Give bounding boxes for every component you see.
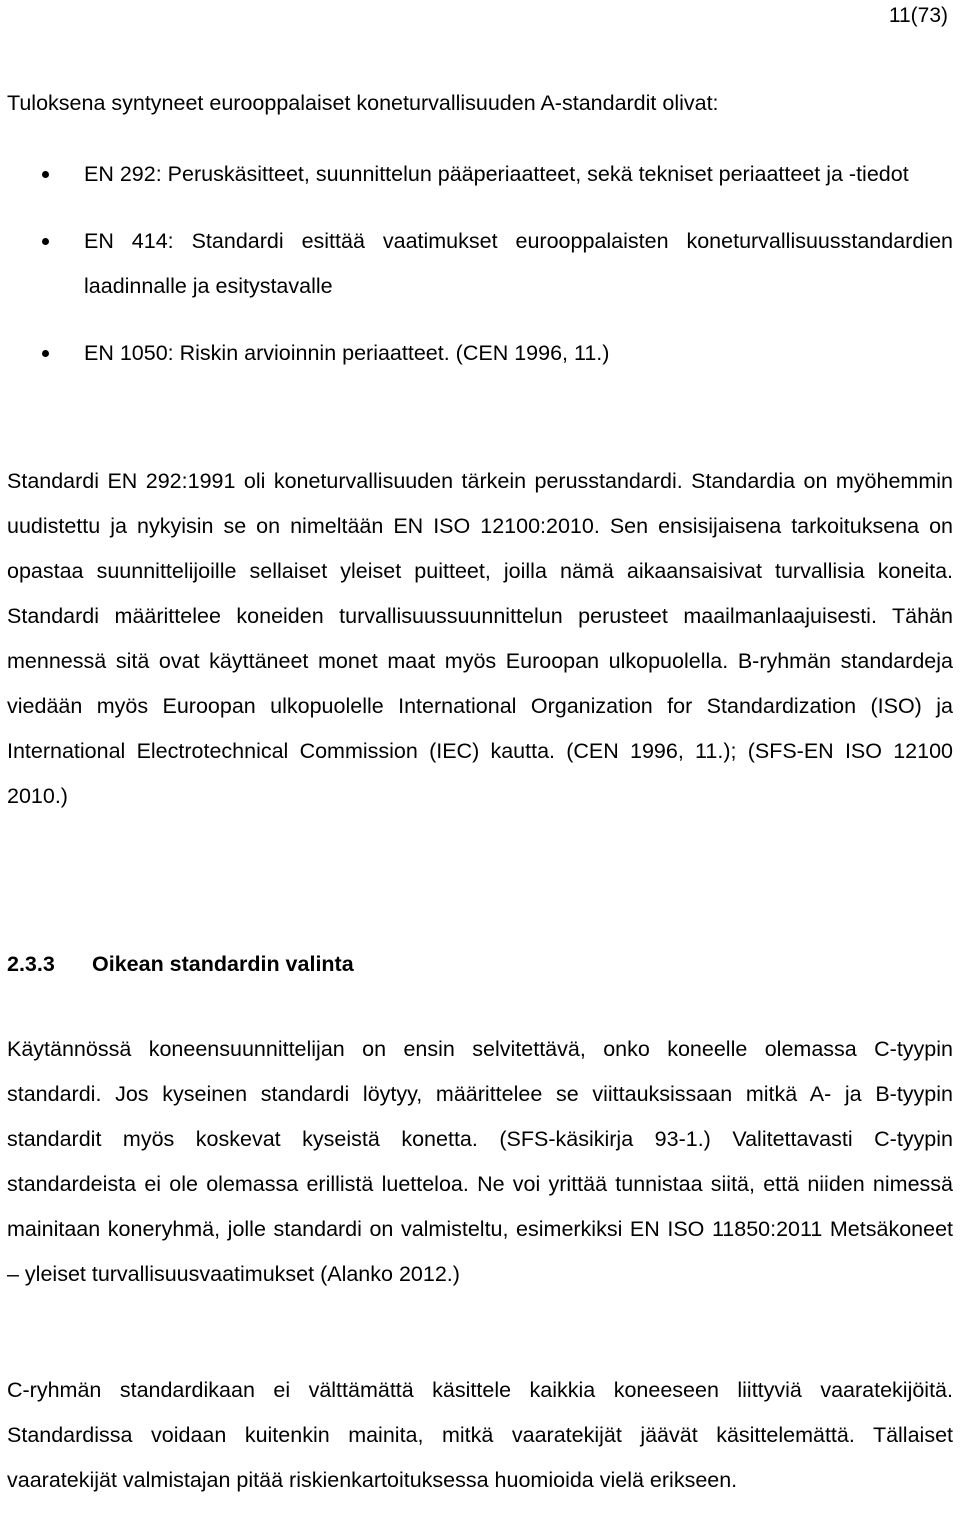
body-paragraph: Standardi EN 292:1991 oli koneturvallisuuden tärkein perusstandardi. Standardia on myöhemmin uudistettu ja nykyisin se on nimeltään EN ISO 12100:2010. Sen ensisijaisena tarkoituksena on opastaa suunnittelijoille sellaiset yleiset puitteet, joilla nämä aikaansaisivat turvallisia koneita. Standardi määrittelee koneiden turvallisuussuunnittelun perusteet maailmanlaajuisesti. Tähän mennessä sitä ovat käyttäneet monet maat myös Euroopan ulkopuolella. B-ryhmän standardeja viedään myös Euroopan ulkopuolelle International Organization for Standardization (ISO) ja International Electrotechnical Commission (IEC) kautta. (CEN 1996, 11.); (SFS-EN ISO 12100 2010.) xyxy=(7,469,953,808)
bullet-icon xyxy=(42,350,49,357)
list-item xyxy=(0,331,953,376)
standards-list xyxy=(0,152,953,376)
body-paragraph: C-ryhmän standardikaan ei välttämättä käsittele kaikkia koneeseen liittyviä vaaratekijöitä. Standardissa voidaan kuitenkin mainita, mitkä vaaratekijät jäävät käsittelemättä. Tällaiset vaaratekijät valmistajan pitää riskienkartoituksessa huomioida vielä erikseen. xyxy=(7,1378,953,1492)
list-item-text: EN 414: Standardi esittää vaatimukset eurooppalaisten koneturvallisuusstandardien laadinnalle ja esitystavalle xyxy=(84,229,953,298)
section-number: 2.3.3 xyxy=(7,952,55,976)
body-paragraph: Käytännössä koneensuunnittelijan on ensin selvitettävä, onko koneelle olemassa C-tyypin standardi. Jos kyseinen standardi löytyy, määrittelee se viittauksissaan mitkä A- ja B-tyypin standardit myös koskevat kyseistä konetta. (SFS-käsikirja 93-1.) Valitettavasti C-tyypin standardeista ei ole olemassa erillistä luetteloa. Ne voi yrittää tunnistaa siitä, että niiden nimessä mainitaan koneryhmä, jolle standardi on valmisteltu, esimerkiksi EN ISO 11850:2011 Metsäkoneet – yleiset turvallisuusvaatimukset (Alanko 2012.) xyxy=(7,1037,953,1286)
intro-text: Tuloksena syntyneet eurooppalaiset koneturvallisuuden A-standardit olivat: xyxy=(7,91,719,115)
list-item xyxy=(0,219,953,309)
section-heading xyxy=(7,942,354,987)
list-item xyxy=(0,152,953,197)
list-item-text: EN 1050: Riskin arvioinnin periaatteet. (CEN 1996, 11.) xyxy=(84,341,610,365)
bullet-icon xyxy=(42,171,49,178)
page-number: 11(73) xyxy=(888,4,948,27)
section-title: Oikean standardin valinta xyxy=(92,952,354,976)
list-item-text: EN 292: Peruskäsitteet, suunnittelun pääperiaatteet, sekä tekniset periaatteet ja -tiedot xyxy=(84,162,909,186)
bullet-icon xyxy=(42,238,49,245)
